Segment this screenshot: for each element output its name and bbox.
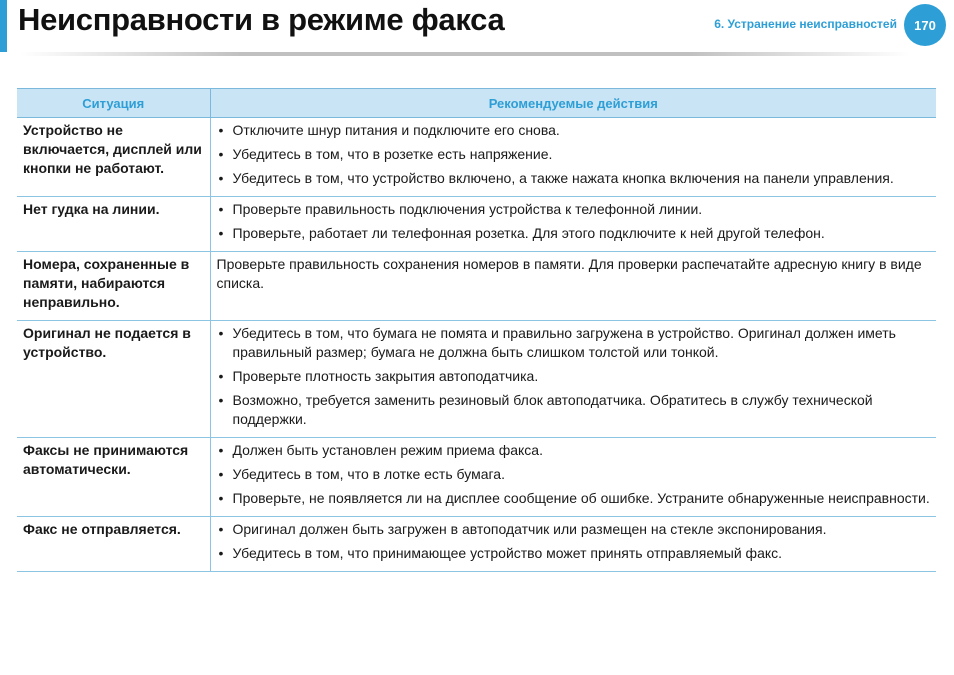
table-row [17,517,936,572]
situation-cell: Факсы не принимаются автоматически. [17,438,210,517]
action-list [217,520,931,563]
bullet-icon: • [218,466,224,482]
bullet-icon: • [218,521,224,537]
bullet-icon: • [218,225,224,241]
action-text: Проверьте правильность сохранения номеров в памяти. Для проверки распечатайте адресную книгу в виде списка. [216,256,922,291]
action-item [217,489,931,508]
table-row [17,197,936,252]
actions-cell [210,438,936,517]
table-row [17,438,936,517]
bullet-icon: • [218,545,224,561]
action-text: Должен быть установлен режим приема факса. [232,442,543,458]
actions-cell [210,252,936,321]
action-list [217,121,931,188]
action-item [217,324,931,362]
action-text: Убедитесь в том, что устройство включено, а также нажата кнопка включения на панели управления. [232,170,894,186]
section-label: 6. Устранение неисправностей [714,17,897,31]
action-item [217,520,931,539]
action-item [217,200,931,219]
bullet-icon: • [218,201,224,217]
actions-cell [210,321,936,438]
action-item [217,224,931,243]
action-text: Убедитесь в том, что в розетке есть напряжение. [232,146,553,162]
bullet-icon: • [218,490,224,506]
table-row [17,321,936,438]
page-number-badge: 170 [904,4,946,46]
action-list [217,324,931,429]
action-item [217,121,931,140]
header-divider [20,52,910,56]
action-text: Возможно, требуется заменить резиновый блок автоподатчика. Обратитесь в службу технической поддержки. [232,392,873,427]
bullet-icon: • [218,368,224,384]
situation-cell: Устройство не включается, дисплей или кнопки не работают. [17,118,210,197]
action-text: Проверьте, не появляется ли на дисплее сообщение об ошибке. Устраните обнаруженные неисправности. [232,490,930,506]
column-header-actions: Рекомендуемые действия [210,89,936,118]
action-item [217,544,931,563]
action-text: Проверьте правильность подключения устройства к телефонной линии. [232,201,703,217]
action-text: Отключите шнур питания и подключите его снова. [232,122,560,138]
bullet-icon: • [218,442,224,458]
bullet-icon: • [218,122,224,138]
bullet-icon: • [218,325,224,341]
situation-cell: Номера, сохраненные в памяти, набираются неправильно. [17,252,210,321]
actions-cell [210,517,936,572]
table-row [17,118,936,197]
action-item [217,465,931,484]
troubleshooting-table [17,88,936,572]
action-text: Оригинал должен быть загружен в автоподатчик или размещен на стекле экспонирования. [232,521,827,537]
action-item [217,367,931,386]
accent-bar [0,0,7,52]
table-row [17,252,936,321]
action-item [217,169,931,188]
page-title: Неисправности в режиме факса [18,2,505,37]
table-header-row [17,89,936,118]
action-item [217,441,931,460]
column-header-situation: Ситуация [17,89,210,118]
action-text: Убедитесь в том, что бумага не помята и правильно загружена в устройство. Оригинал должен иметь правильный размер; бумага не должна быть слишком толстой или тонкой. [232,325,896,360]
action-list [217,200,931,243]
action-text: Убедитесь в том, что принимающее устройство может принять отправляемый факс. [232,545,783,561]
bullet-icon: • [218,146,224,162]
action-item [217,145,931,164]
action-list [217,441,931,508]
action-text: Проверьте, работает ли телефонная розетка. Для этого подключите к ней другой телефон. [232,225,825,241]
bullet-icon: • [218,392,224,408]
action-text: Убедитесь в том, что в лотке есть бумага. [232,466,505,482]
action-item [217,391,931,429]
actions-cell [210,118,936,197]
situation-cell: Оригинал не подается в устройство. [17,321,210,438]
actions-cell [210,197,936,252]
situation-cell: Факс не отправляется. [17,517,210,572]
bullet-icon: • [218,170,224,186]
situation-cell: Нет гудка на линии. [17,197,210,252]
action-text: Проверьте плотность закрытия автоподатчика. [232,368,539,384]
